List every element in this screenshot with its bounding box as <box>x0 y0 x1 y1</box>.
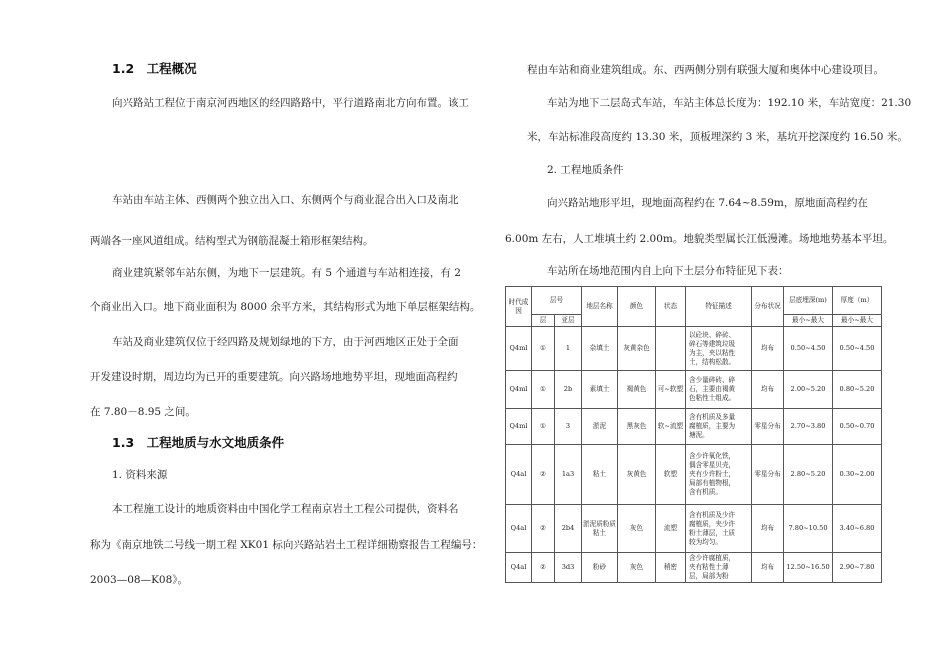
cell-depth: 0.50~4.50 <box>784 327 833 371</box>
header-distribution: 分布状况 <box>752 287 784 327</box>
cell-sublayer: 2b4 <box>555 505 582 553</box>
cell-depth: 2.80~5.20 <box>784 445 833 505</box>
paragraph-line: 2003—08—K08》。 <box>90 574 189 586</box>
cell-thickness: 0.80~5.20 <box>833 371 882 409</box>
cell-era: Q4ml <box>506 371 532 409</box>
section-heading-1-3: 1.3 工程地质与水文地质条件 <box>112 435 285 450</box>
paragraph-line: 车站及商业建筑仅位于经四路及规划绿地的下方，由于河西地区正处于全面 <box>112 336 459 348</box>
cell-state: 可~软塑 <box>656 371 686 409</box>
cell-description: 含少量碎砖、碎 石，主要由褐黄 色粘性土组成。 <box>686 371 752 409</box>
cell-depth: 2.70~3.80 <box>784 409 833 445</box>
cell-color: 灰色 <box>618 553 656 583</box>
cell-layer: ① <box>532 409 555 445</box>
paragraph-line: 6.00m 左右，人工堆填土约 2.00m。地貌类型属长江低漫滩。场地地势基本平坦。 <box>505 233 894 245</box>
cell-name: 粘土 <box>582 445 618 505</box>
cell-name: 淤泥 <box>582 409 618 445</box>
cell-layer: ② <box>532 505 555 553</box>
cell-thickness: 2.90~7.80 <box>833 553 882 583</box>
cell-sublayer: 2b <box>555 371 582 409</box>
header-state: 状态 <box>656 287 686 327</box>
header-layer: 层号 <box>532 287 582 315</box>
cell-era: Q4ml <box>506 327 532 371</box>
table-caption: 车站所在场地范围内自上向下土层分布特征见下表： <box>547 265 789 277</box>
table-row <box>506 371 882 409</box>
cell-sublayer: 1 <box>555 327 582 371</box>
soil-layer-table <box>505 286 882 583</box>
table-row <box>506 327 882 371</box>
paragraph-line: 在 7.80－8.95 之间。 <box>90 406 196 418</box>
cell-depth: 12.50~16.50 <box>784 553 833 583</box>
cell-era: Q4al <box>506 553 532 583</box>
cell-depth: 2.00~5.20 <box>784 371 833 409</box>
cell-era: Q4ml <box>506 409 532 445</box>
header-depth-range: 最小~最大 <box>784 315 833 327</box>
cell-era: Q4al <box>506 445 532 505</box>
cell-color: 灰黄色 <box>618 445 656 505</box>
cell-depth: 7.80~10.50 <box>784 505 833 553</box>
header-era: 时代成因 <box>506 287 532 327</box>
cell-color: 灰色 <box>618 505 656 553</box>
cell-sublayer: 3 <box>555 409 582 445</box>
cell-description: 以砼块、碎砖、 碎石等建筑垃圾 为主，夹以粘性 土，结构松散。 <box>686 327 752 371</box>
cell-thickness: 0.50~0.70 <box>833 409 882 445</box>
section-heading-1-2: 1.2 工程概况 <box>112 61 197 76</box>
header-color: 颜色 <box>618 287 656 327</box>
paragraph-line: 个商业出入口。地下商业面积为 8000 余平方米，其结构形式为地下单层框架结构。 <box>90 301 481 313</box>
paragraph-line: 向兴路站工程位于南京河西地区的经四路路中，平行道路南北方向布置。该工 <box>112 97 469 109</box>
cell-distribution: 均布 <box>752 327 784 371</box>
cell-description: 含少许氧化铁， 偶含零星贝壳， 夹有少许粉土， 局部有植物根， 含有机质。 <box>686 445 752 505</box>
cell-state <box>656 327 686 371</box>
cell-layer: ① <box>532 371 555 409</box>
cell-name: 淤泥质粉质粘土 <box>582 505 618 553</box>
cell-sublayer: 1a3 <box>555 445 582 505</box>
cell-layer: ① <box>532 327 555 371</box>
cell-thickness: 0.50~4.50 <box>833 327 882 371</box>
cell-layer: ② <box>532 445 555 505</box>
header-layer-b: 亚层 <box>555 315 582 327</box>
cell-state: 软~流塑 <box>656 409 686 445</box>
header-layer-a: 层 <box>532 315 555 327</box>
cell-thickness: 3.40~6.80 <box>833 505 882 553</box>
header-depth: 层底埋深(m) <box>784 287 833 315</box>
paragraph-line: 本工程施工设计的地质资料由中国化学工程南京岩土工程公司提供，资料名 <box>112 503 459 515</box>
paragraph-line: 开发建设时期，周边均为已开的重要建筑。向兴路场地地势平坦，现地面高程约 <box>90 371 458 383</box>
cell-distribution: 零星分布 <box>752 445 784 505</box>
cell-era: Q4al <box>506 505 532 553</box>
cell-sublayer: 3d3 <box>555 553 582 583</box>
paragraph-line: 米，车站标准段高度约 13.30 米，顶板埋深约 3 米，基坑开挖深度约 16.50 米。 <box>527 131 908 143</box>
cell-name: 粉砂 <box>582 553 618 583</box>
header-thickness-range: 最小~最大 <box>833 315 882 327</box>
cell-distribution: 均布 <box>752 505 784 553</box>
cell-thickness: 0.30~2.00 <box>833 445 882 505</box>
cell-distribution: 均布 <box>752 371 784 409</box>
cell-color: 黑灰色 <box>618 409 656 445</box>
paragraph-line: 称为《南京地铁二号线一期工程 XK01 标向兴路站岩土工程详细勘察报告工程编号： <box>90 539 483 551</box>
cell-color: 灰黄杂色 <box>618 327 656 371</box>
cell-layer: ② <box>532 553 555 583</box>
subheading-data-source: 1. 资料来源 <box>112 469 168 481</box>
cell-state: 软塑 <box>656 445 686 505</box>
cell-name: 杂填土 <box>582 327 618 371</box>
header-feature: 特征描述 <box>686 287 752 327</box>
cell-distribution: 均布 <box>752 553 784 583</box>
cell-color: 褐黄色 <box>618 371 656 409</box>
paragraph-line: 车站由车站主体、西侧两个独立出入口、东侧两个与商业混合出入口及南北 <box>112 194 459 206</box>
cell-name: 素填土 <box>582 371 618 409</box>
table-row <box>506 553 882 583</box>
table-row <box>506 445 882 505</box>
cell-state: 流塑 <box>656 505 686 553</box>
subheading-geology: 2. 工程地质条件 <box>547 164 624 176</box>
paragraph-line: 商业建筑紧邻车站东侧，为地下一层建筑。有 5 个通道与车站相连接，有 2 <box>112 267 461 279</box>
paragraph-line: 向兴路站地形平坦，现地面高程约在 7.64~8.59m，原地面高程约在 <box>547 197 868 209</box>
cell-description: 含有机质及少许 腐植质，夹少许 粉土薄层，土质 较为均匀。 <box>686 505 752 553</box>
header-name: 地层名称 <box>582 287 618 327</box>
paragraph-line: 程由车站和商业建筑组成。东、西两侧分别有联强大厦和奥体中心建设项目。 <box>527 64 884 76</box>
cell-description: 含有机质及多量 腐植质，主要为 塘泥。 <box>686 409 752 445</box>
paragraph-line: 车站为地下二层岛式车站，车站主体总长度为：192.10 米，车站宽度：21.30 <box>547 97 912 109</box>
cell-state: 稍密 <box>656 553 686 583</box>
header-thickness: 厚度（m） <box>833 287 882 315</box>
paragraph-line: 两端各一座风道组成。结构型式为钢筋混凝土箱形框架结构。 <box>90 235 374 247</box>
cell-distribution: 零星分布 <box>752 409 784 445</box>
table-row <box>506 409 882 445</box>
cell-description: 含少许腐植质， 夹有粘性土薄 层，局部为粉 <box>686 553 752 583</box>
table-row <box>506 505 882 553</box>
